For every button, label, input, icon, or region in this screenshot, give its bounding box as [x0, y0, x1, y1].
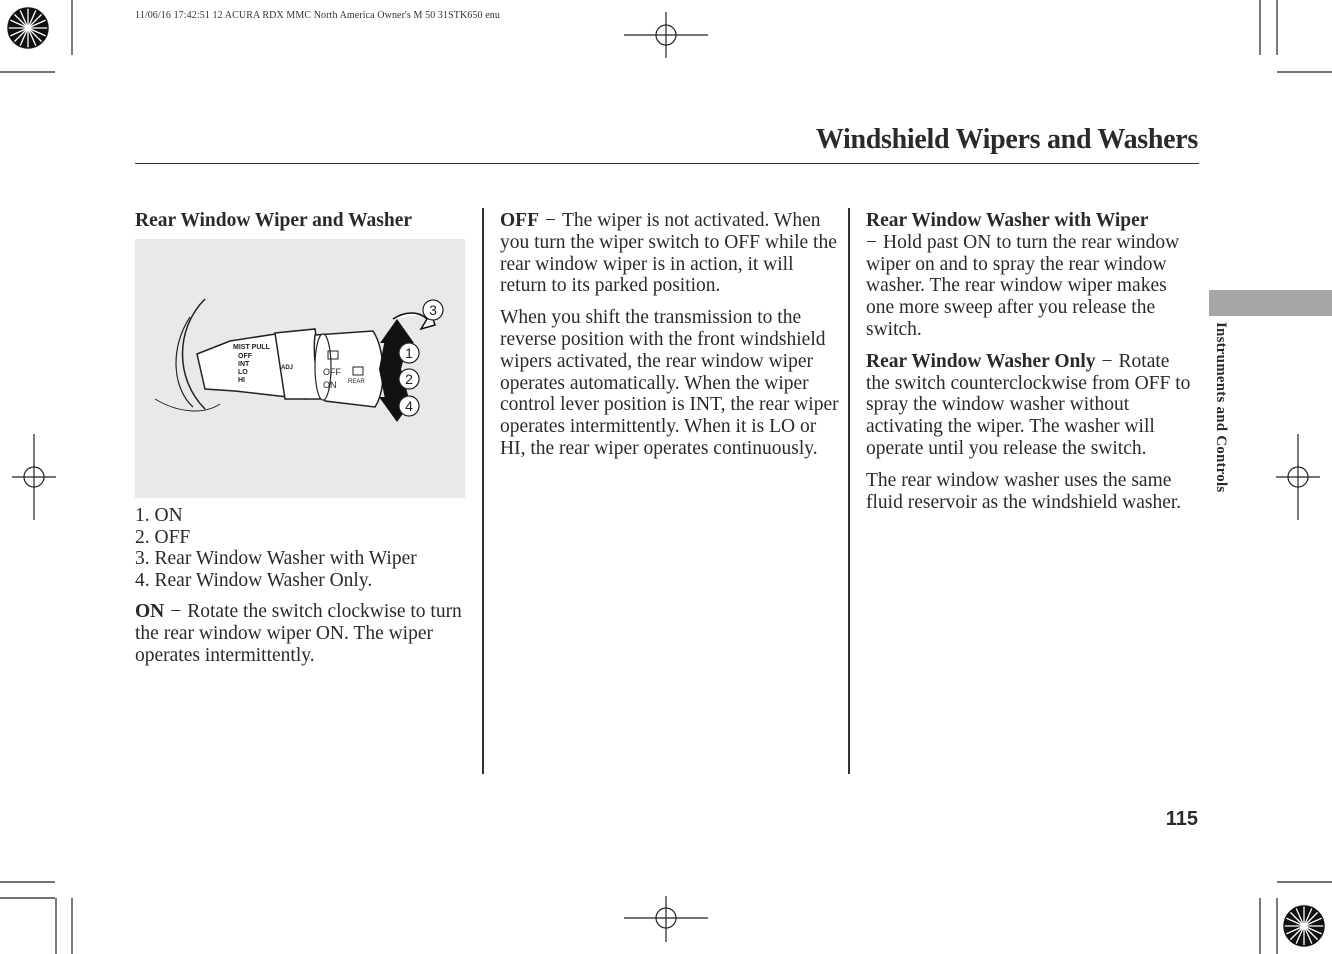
column-1 [135, 210, 475, 239]
legend-item: 2. OFF [135, 526, 191, 548]
washer-only-text: Rotate the switch counterclockwise from OFF to spray the window washer without activating the wiper. The washer will operate until you release the switch. [866, 350, 1191, 459]
section-tab [1209, 290, 1332, 316]
term-washer-only: Rear Window Washer Only [866, 350, 1096, 372]
off-text: The wiper is not activated. When you turn the wiper switch to OFF while the rear window wiper is in action, it will return to its parked position. [500, 210, 837, 297]
lever-label-lo: LO [238, 369, 248, 376]
lever-label-int: INT [238, 361, 250, 368]
knob-label-on: ON [323, 380, 337, 390]
column-3: Rear Window Washer with Wiper − Hold past ON to turn the rear window wiper on and to spray the rear window washer. The rear window wiper makes one more sweep after you release the switch. Rear Window Washer Only − Rotate the switch counterclockwise from OFF to spray the window washer without activating the wiper. The washer will operate until you release the switch. The rear window washer uses the same fluid reservoir as the windshield washer. [866, 210, 1196, 523]
on-text: Rotate the switch clockwise to turn the rear window wiper ON. The wiper operates intermittently. [135, 601, 462, 666]
wiper-lever-illustration [135, 239, 465, 498]
callout-4: 4 [405, 398, 413, 414]
term-washer-with-wiper: Rear Window Washer with Wiper [866, 210, 1149, 231]
lever-label-off: OFF [238, 353, 252, 360]
callout-2: 2 [405, 371, 413, 387]
page-number: 115 [1165, 808, 1198, 830]
callout-1: 1 [405, 345, 413, 361]
section-heading: Rear Window Wiper and Washer [135, 210, 413, 231]
legend-item: 3. Rear Window Washer with Wiper [135, 548, 417, 570]
starburst-mark-top-left [8, 8, 48, 48]
section-tab-label: Instruments and Controls [1213, 322, 1229, 493]
knob-label-rear: REAR [348, 379, 365, 385]
figure-legend [135, 505, 475, 591]
washer-with-wiper-text: Hold past ON to turn the rear window wiper on and to spray the rear window washer. The rear window wiper makes one more sweep after you release the switch. [866, 231, 1180, 340]
legend-item: 4. Rear Window Washer Only. [135, 569, 373, 591]
print-header: 11/06/16 17:42:51 12 ACURA RDX MMC North America Owner's M 50 31STK650 enu [135, 10, 500, 21]
term-on: ON [135, 601, 165, 622]
starburst-mark-bottom-right [1284, 906, 1324, 946]
column-2: OFF − The wiper is not activated. When you turn the wiper switch to OFF while the rear window wiper is in action, it will return to its parked position. When you shift the transmission to the reverse position with the front windshield wipers activated, the rear window wiper operates automatically. When the wiper control lever position is INT, the rear wiper operates intermittently. When it is LO or HI, the rear wiper operates continuously. [500, 210, 839, 459]
lever-label-mist: MIST PULL [233, 344, 270, 351]
callout-3: 3 [429, 302, 437, 318]
arrow-up-icon [380, 319, 414, 343]
term-off: OFF [500, 210, 539, 231]
reservoir-paragraph: The rear window washer uses the same fluid reservoir as the windshield washer. [866, 469, 1182, 513]
lever-label-hi: HI [238, 377, 245, 384]
legend-item: 1. ON [135, 505, 183, 526]
page-title: Windshield Wipers and Washers [815, 124, 1198, 155]
knob-label-off: OFF [323, 367, 341, 377]
lever-label-adj: ADJ [281, 365, 294, 371]
title-rule [135, 163, 1199, 164]
column-divider [482, 208, 484, 774]
column-divider [848, 208, 850, 774]
on-description: ON − Rotate the switch clockwise to turn the rear window wiper ON. The wiper operates intermittently. [135, 601, 462, 666]
reverse-paragraph: When you shift the transmission to the reverse position with the front windshield wipers activated, the rear window wiper operates automatically. When the wiper control lever position is INT, the rear wiper operates intermittently. When it is LO or HI, the rear wiper operates continuously. [500, 307, 839, 459]
